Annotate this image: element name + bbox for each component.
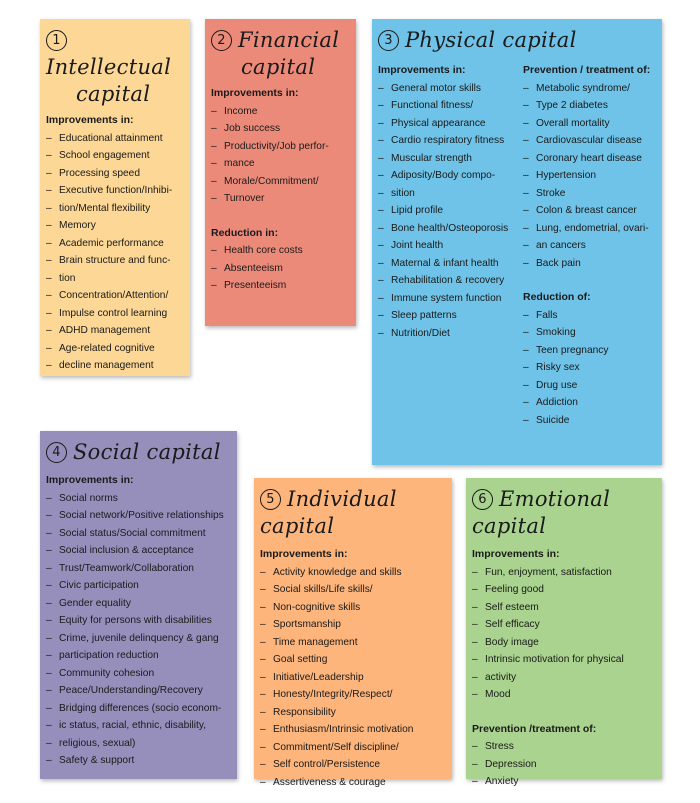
list-item: – mance <box>211 155 351 173</box>
reduction-list <box>523 307 661 430</box>
list-item: – Social norms <box>46 490 232 508</box>
physical-capital-card <box>372 19 662 465</box>
list-item: – tion <box>46 270 185 288</box>
list-item: – Social skills/Life skills/ <box>260 581 447 599</box>
list-item: – Safety & support <box>46 752 232 770</box>
physical-capital-title: 3 Physical capital <box>378 27 657 54</box>
list-item: – Non-cognitive skills <box>260 599 447 617</box>
list-item: – Academic performance <box>46 235 185 253</box>
list-item: – Enthusiasm/Intrinsic motivation <box>260 721 447 739</box>
list-item: – Income <box>211 103 351 121</box>
list-item: – Coronary heart disease <box>523 150 661 168</box>
list-item: – Self control/Persistence <box>260 756 447 774</box>
list-item: – Colon & breast cancer <box>523 202 661 220</box>
list-item: – Immune system function <box>378 290 523 308</box>
list-item: – Hypertension <box>523 167 661 185</box>
list-item: – Assertiveness & courage <box>260 774 447 792</box>
social-capital-title: 4 Social capital <box>46 439 232 466</box>
list-item: – School engagement <box>46 147 185 165</box>
list-item: – Community cohesion <box>46 665 232 683</box>
list-item: – Lung, endometrial, ovari- <box>523 220 661 238</box>
list-item: – Social network/Positive relationships <box>46 507 232 525</box>
list-item: – Sportsmanship <box>260 616 447 634</box>
list-item: – Peace/Understanding/Recovery <box>46 682 232 700</box>
improvements-heading: Improvements in: <box>472 548 560 560</box>
improvements-list <box>472 564 657 704</box>
list-item: – ADHD management <box>46 322 185 340</box>
social-capital-card <box>40 431 237 779</box>
list-item: – Activity knowledge and skills <box>260 564 447 582</box>
list-item: – Fun, enjoyment, satisfaction <box>472 564 657 582</box>
list-item: – Joint health <box>378 237 523 255</box>
list-item: – Risky sex <box>523 359 661 377</box>
list-item: – Suicide <box>523 412 661 430</box>
list-item: – Social inclusion & acceptance <box>46 542 232 560</box>
improvements-list <box>46 130 185 375</box>
list-item: – Absenteeism <box>211 260 351 278</box>
list-item: – Maternal & infant health <box>378 255 523 273</box>
prevention-heading: Prevention / treatment of: <box>523 64 651 76</box>
list-item: – Metabolic syndrome/ <box>523 80 661 98</box>
list-item: – sition <box>378 185 523 203</box>
list-item: – participation reduction <box>46 647 232 665</box>
list-item: – Health core costs <box>211 242 351 260</box>
improvements-list <box>211 103 351 208</box>
prevention-list <box>472 738 657 791</box>
list-item: – Goal setting <box>260 651 447 669</box>
number-badge: 2 <box>211 30 232 51</box>
list-item: – General motor skills <box>378 80 523 98</box>
emotional-capital-card <box>466 478 662 787</box>
list-item: – Age-related cognitive <box>46 340 185 358</box>
list-item: – Executive function/Inhibi- <box>46 182 185 200</box>
improvements-list <box>378 80 523 343</box>
list-item: – Memory <box>46 217 185 235</box>
list-item: – Bridging differences (socio econom- <box>46 700 232 718</box>
list-item: – Educational attainment <box>46 130 185 148</box>
list-item: – Equity for persons with disabilities <box>46 612 232 630</box>
list-item: – Anxiety <box>472 773 657 791</box>
list-item: – Honesty/Integrity/Respect/ <box>260 686 447 704</box>
list-item: – Drug use <box>523 377 661 395</box>
reduction-heading: Reduction in: <box>211 226 279 239</box>
list-item: – Smoking <box>523 324 661 342</box>
list-item: – religious, sexual) <box>46 735 232 753</box>
list-item: – Lipid profile <box>378 202 523 220</box>
list-item: – Feeling good <box>472 581 657 599</box>
list-item: – Gender equality <box>46 595 232 613</box>
individual-capital-title: 5 Individual capital <box>260 487 397 538</box>
list-item: – Turnover <box>211 190 351 208</box>
list-item: – Job success <box>211 120 351 138</box>
financial-capital-card <box>205 19 356 326</box>
list-item: – Adiposity/Body compo- <box>378 167 523 185</box>
improvements-heading: Improvements in: <box>46 114 134 126</box>
list-item: – Mood <box>472 686 657 704</box>
list-item: – tion/Mental flexibility <box>46 200 185 218</box>
list-item: – Brain structure and func- <box>46 252 185 270</box>
prevention-list <box>523 80 661 273</box>
list-item: – Impulse control learning <box>46 305 185 323</box>
list-item: – Nutrition/Diet <box>378 325 523 343</box>
list-item: – Social status/Social commitment <box>46 525 232 543</box>
number-badge: 6 <box>472 489 493 510</box>
prevention-heading: Prevention /treatment of: <box>472 722 597 735</box>
list-item: – Productivity/Job perfor- <box>211 138 351 156</box>
list-item: – Type 2 diabetes <box>523 97 661 115</box>
list-item: – Rehabilitation & recovery <box>378 272 523 290</box>
number-badge: 4 <box>46 442 67 463</box>
list-item: – Falls <box>523 307 661 325</box>
list-item: – ic status, racial, ethnic, disability, <box>46 717 232 735</box>
number-badge: 1 <box>46 30 67 51</box>
list-item: – Depression <box>472 756 657 774</box>
list-item: – Commitment/Self discipline/ <box>260 739 447 757</box>
list-item: – Overall mortality <box>523 115 661 133</box>
list-item: – Morale/Commitment/ <box>211 173 351 191</box>
list-item: – Cardio respiratory fitness <box>378 132 523 150</box>
list-item: – Self efficacy <box>472 616 657 634</box>
number-badge: 3 <box>378 30 399 51</box>
list-item: – Responsibility <box>260 704 447 722</box>
improvements-heading: Improvements in: <box>211 87 299 99</box>
number-badge: 5 <box>260 489 281 510</box>
individual-capital-card <box>254 478 452 788</box>
list-item: – Processing speed <box>46 165 185 183</box>
list-item: – Stress <box>472 738 657 756</box>
list-item: – decline management <box>46 357 185 375</box>
list-item: – Self esteem <box>472 599 657 617</box>
list-item: – Initiative/Leadership <box>260 669 447 687</box>
reduction-heading: Reduction of: <box>523 291 591 303</box>
list-item: – Civic participation <box>46 577 232 595</box>
list-item: – Addiction <box>523 394 661 412</box>
list-item: – Presenteeism <box>211 277 351 295</box>
list-item: – Trust/Teamwork/Collaboration <box>46 560 232 578</box>
list-item: – activity <box>472 669 657 687</box>
improvements-heading: Improvements in: <box>46 474 134 486</box>
list-item: – Muscular strength <box>378 150 523 168</box>
list-item: – Intrinsic motivation for physical <box>472 651 657 669</box>
list-item: – Cardiovascular disease <box>523 132 661 150</box>
list-item: – Back pain <box>523 255 661 273</box>
financial-capital-title: 2 Financial capital <box>211 27 351 81</box>
list-item: – Crime, juvenile delinquency & gang <box>46 630 232 648</box>
list-item: – Teen pregnancy <box>523 342 661 360</box>
list-item: – Stroke <box>523 185 661 203</box>
list-item: – Concentration/Attention/ <box>46 287 185 305</box>
list-item: – Physical appearance <box>378 115 523 133</box>
improvements-heading: Improvements in: <box>378 64 466 76</box>
improvements-heading: Improvements in: <box>260 548 348 560</box>
improvements-list <box>260 564 447 792</box>
list-item: – Functional fitness/ <box>378 97 523 115</box>
list-item: – Bone health/Osteoporosis <box>378 220 523 238</box>
list-item: – Sleep patterns <box>378 307 523 325</box>
list-item: – an cancers <box>523 237 661 255</box>
list-item: – Time management <box>260 634 447 652</box>
improvements-list <box>46 490 232 770</box>
list-item: – Body image <box>472 634 657 652</box>
emotional-capital-title: 6 Emotional capital <box>472 487 611 538</box>
reduction-list <box>211 242 351 295</box>
intellectual-capital-title: 1Intellectual capital <box>46 27 185 108</box>
intellectual-capital-card <box>40 19 190 376</box>
